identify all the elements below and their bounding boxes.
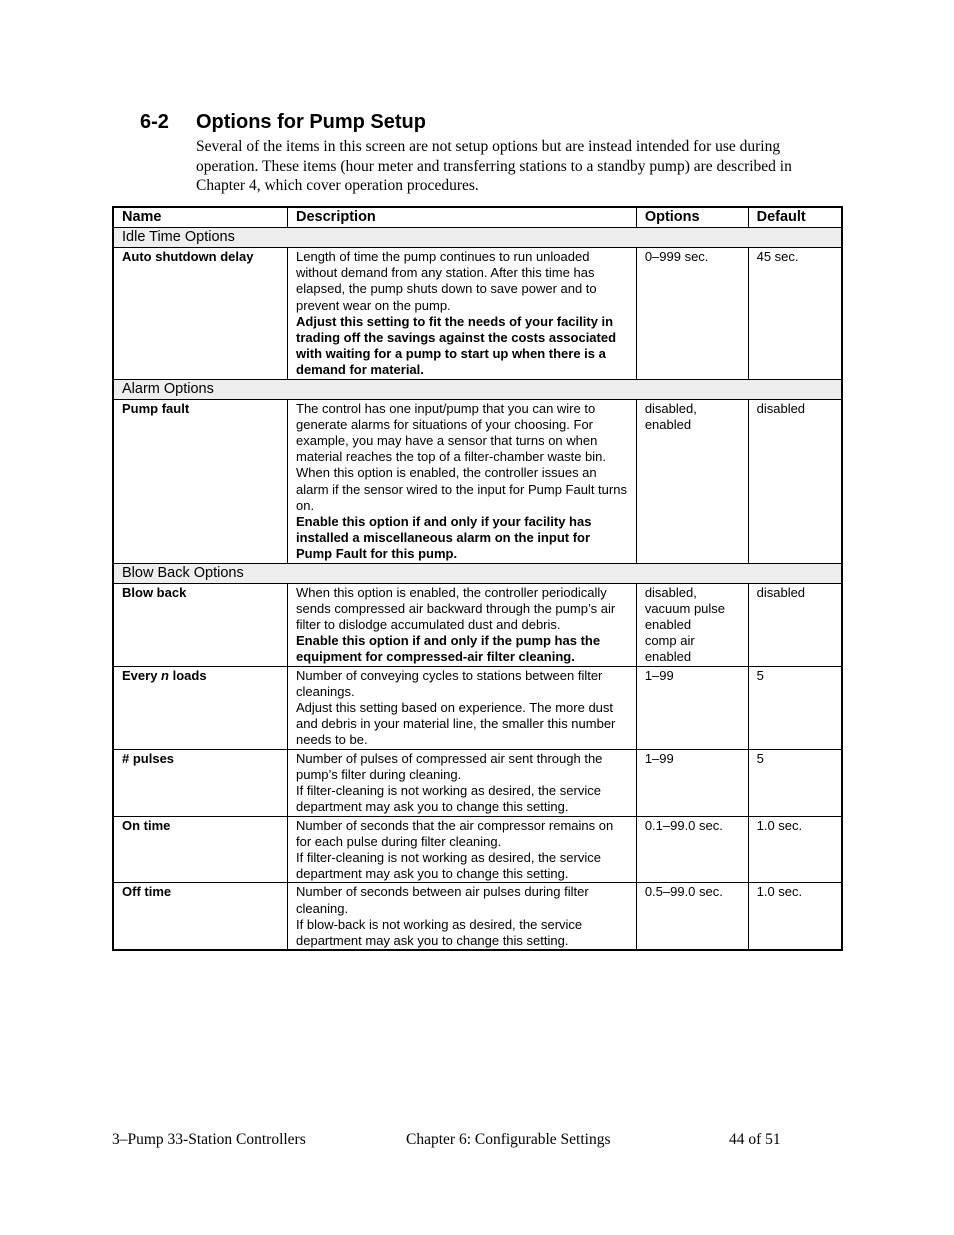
header-name: Name <box>113 207 288 228</box>
option-name: Off time <box>113 883 288 950</box>
section-heading <box>140 111 426 134</box>
description-note: Enable this option if and only if the pump has the equipment for compressed-air filter cleaning. <box>296 633 601 665</box>
option-values: 0.5–99.0 sec. <box>636 883 748 950</box>
table-row <box>113 749 842 816</box>
name-italic: n <box>161 667 169 683</box>
group-title: Blow Back Options <box>113 563 842 583</box>
option-values: disabled, vacuum pulse enabled comp air enabled <box>636 583 748 666</box>
option-description <box>288 583 637 666</box>
option-description <box>288 666 637 749</box>
header-default: Default <box>748 207 842 228</box>
header-options: Options <box>636 207 748 228</box>
header-description: Description <box>288 207 637 228</box>
group-title: Alarm Options <box>113 379 842 399</box>
options-table <box>112 206 843 951</box>
option-values: disabled, enabled <box>636 399 748 563</box>
option-default: disabled <box>748 399 842 563</box>
option-description <box>288 749 637 816</box>
option-name: Auto shutdown delay <box>113 248 288 380</box>
footer-left: 3–Pump 33-Station Controllers <box>112 1131 306 1148</box>
table-row <box>113 883 842 950</box>
option-values: 0.1–99.0 sec. <box>636 816 748 883</box>
description-note: If filter-cleaning is not working as desired, the service department may ask you to change this setting. <box>296 783 601 815</box>
table-row <box>113 248 842 380</box>
table-row <box>113 399 842 563</box>
description-note: Adjust this setting to fit the needs of your facility in trading off the savings against the costs associated with waiting for a pump to start up when there is a demand for material. <box>296 313 617 378</box>
description-text: The control has one input/pump that you can wire to generate alarms for situations of your choosing. For example, you may have a sensor that turns on when material reaches the top of a filter-chamber waste bin. When this option is enabled, the controller issues an alarm if the sensor wired to the input for Pump Fault turns on. <box>296 400 627 513</box>
option-default: 5 <box>748 749 842 816</box>
group-row-alarm <box>113 379 842 399</box>
option-name: # pulses <box>113 749 288 816</box>
option-name <box>113 666 288 749</box>
description-text: Number of conveying cycles to stations between filter cleanings. <box>296 667 603 699</box>
description-text: Length of time the pump continues to run unloaded without demand from any station. After this time has elapsed, the pump shuts down to save power and to prevent wear on the pump. <box>296 249 597 313</box>
option-default: 1.0 sec. <box>748 883 842 950</box>
description-text: When this option is enabled, the controller periodically sends compressed air backward through the pump’s air filter to dislodge accumulated dust and debris. <box>296 584 616 633</box>
name-suffix: loads <box>169 667 207 683</box>
option-name: On time <box>113 816 288 883</box>
description-note: If filter-cleaning is not working as desired, the service department may ask you to change this setting. <box>296 849 601 882</box>
option-name: Blow back <box>113 583 288 666</box>
option-default: 1.0 sec. <box>748 816 842 883</box>
option-values: 1–99 <box>636 666 748 749</box>
description-note: If blow-back is not working as desired, the service department may ask you to change this setting. <box>296 916 583 948</box>
intro-paragraph: Several of the items in this screen are not setup options but are instead intended for use during operation. These items (hour meter and transferring stations to a standby pump) are described in Chapter 4, which cover operation procedures. <box>196 138 792 194</box>
option-values: 1–99 <box>636 749 748 816</box>
option-name: Pump fault <box>113 399 288 563</box>
option-description <box>288 248 637 380</box>
description-text: Number of seconds between air pulses during filter cleaning. <box>296 884 589 916</box>
description-text: Number of pulses of compressed air sent through the pump’s filter during cleaning. <box>296 750 603 782</box>
section-title: Options for Pump Setup <box>196 111 426 133</box>
table-row <box>113 583 842 666</box>
description-text: Number of seconds that the air compressor remains on for each pulse during filter cleaning. <box>296 817 614 849</box>
group-title: Idle Time Options <box>113 228 842 248</box>
group-row-idle-time <box>113 228 842 248</box>
description-note: Adjust this setting based on experience. The more dust and debris in your material line, the smaller this number needs to be. <box>296 700 616 748</box>
description-note: Enable this option if and only if your facility has installed a miscellaneous alarm on the input for Pump Fault for this pump. <box>296 514 592 562</box>
table-row <box>113 816 842 883</box>
option-default: disabled <box>748 583 842 666</box>
name-prefix: Every <box>122 667 162 683</box>
option-default: 5 <box>748 666 842 749</box>
footer-center: Chapter 6: Configurable Settings <box>406 1131 611 1148</box>
option-description <box>288 399 637 563</box>
option-description <box>288 883 637 950</box>
table-row <box>113 666 842 749</box>
option-values: 0–999 sec. <box>636 248 748 380</box>
option-default: 45 sec. <box>748 248 842 380</box>
table-header-row <box>113 207 842 228</box>
group-row-blow-back <box>113 563 842 583</box>
section-number: 6-2 <box>140 111 169 133</box>
option-description <box>288 816 637 883</box>
footer-page-number: 44 of 51 <box>729 1131 781 1148</box>
